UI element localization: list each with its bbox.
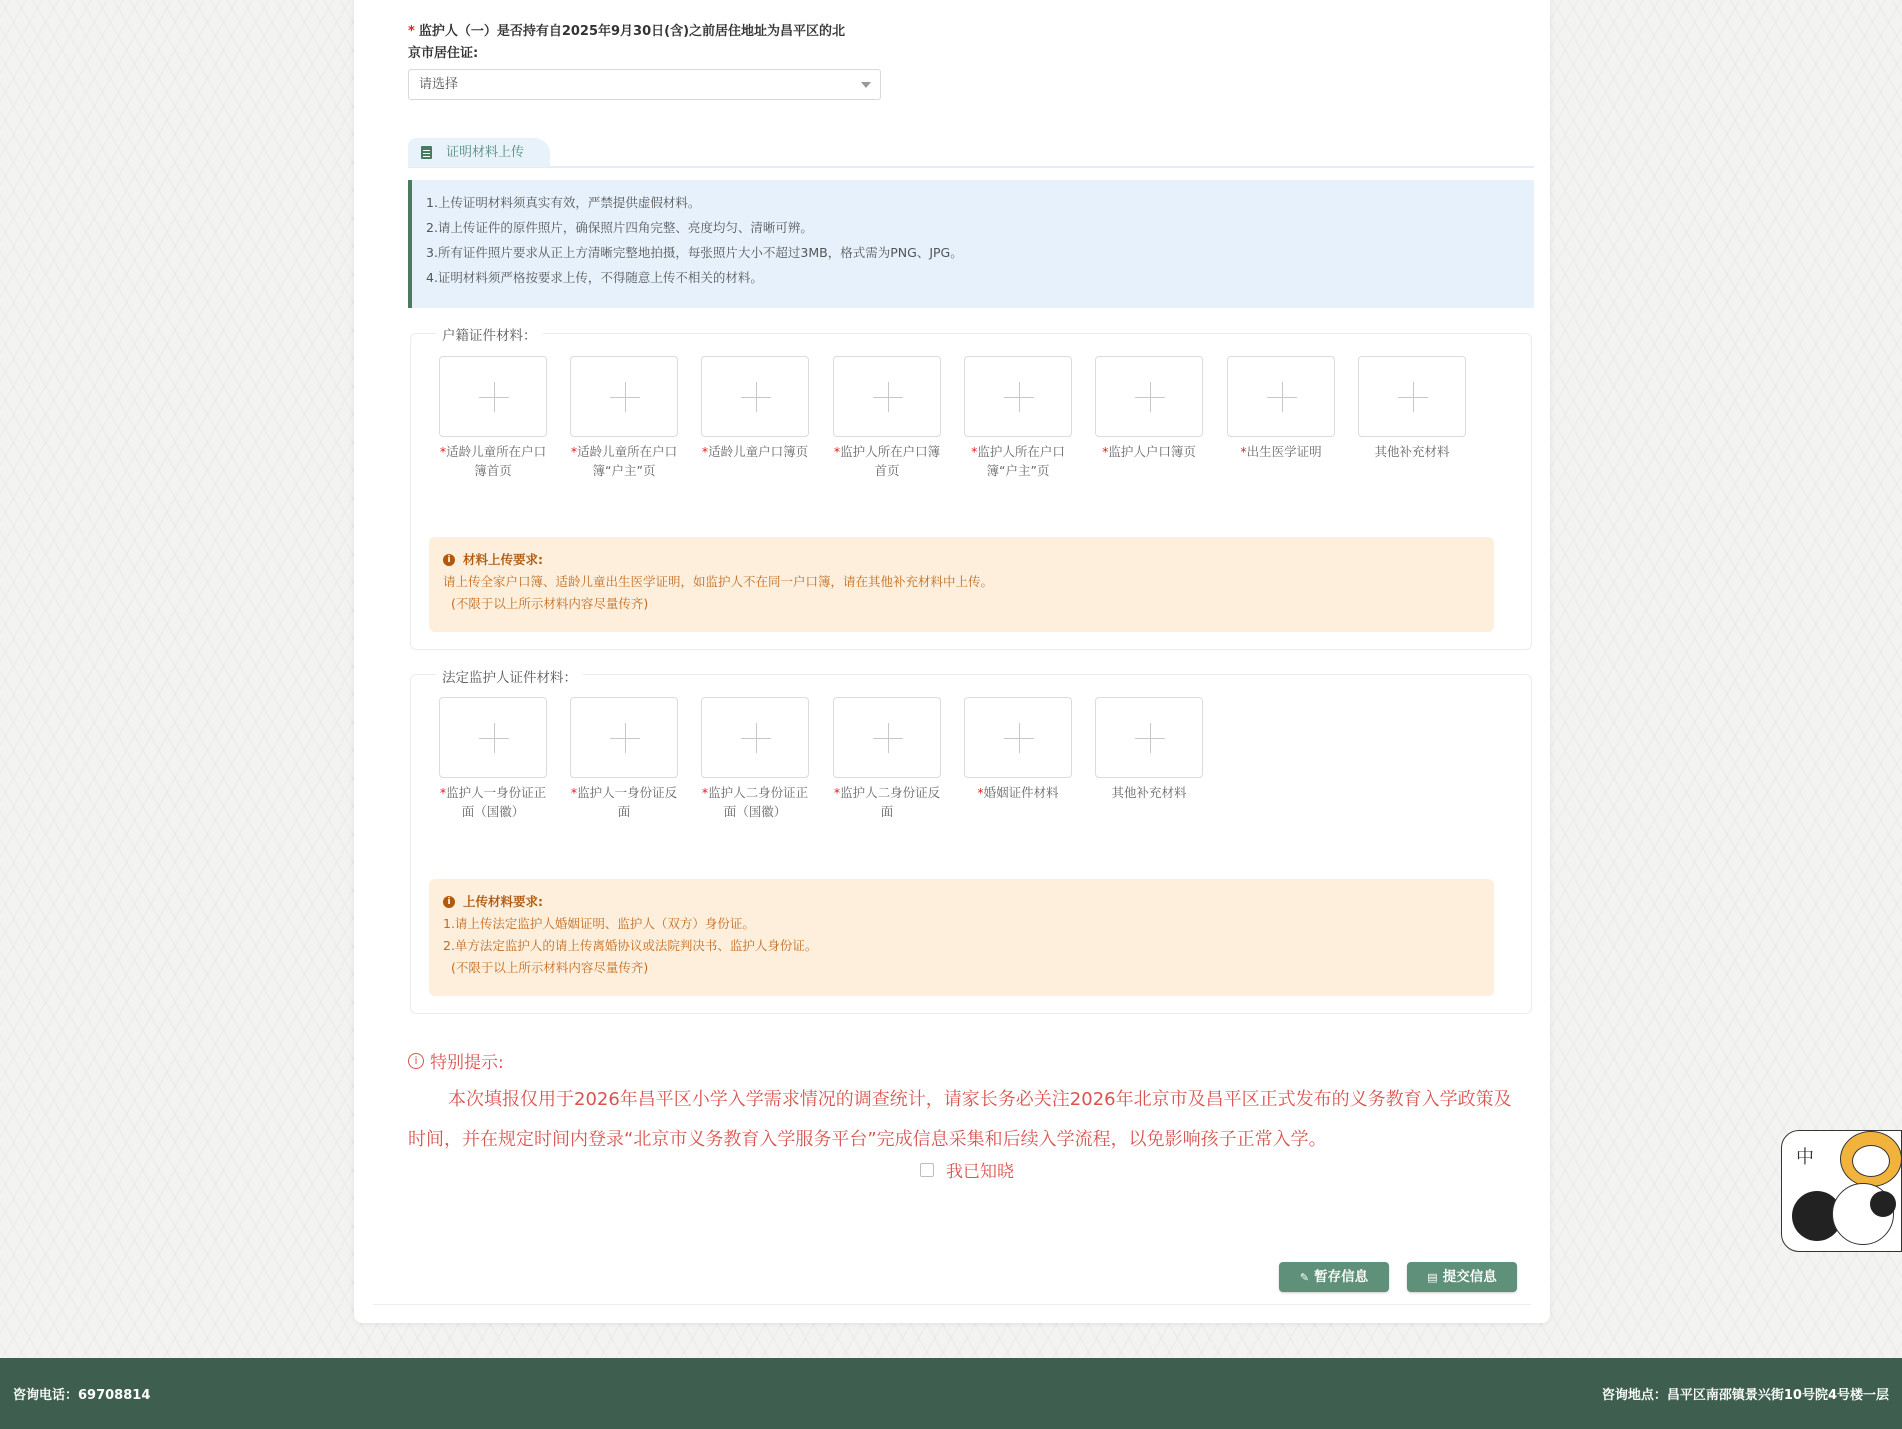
upload-label: 监护人所在户口簿首页 [840, 444, 941, 478]
upload-label: 监护人一身份证正面（国徽） [446, 785, 547, 819]
plus-icon[interactable] [570, 356, 678, 437]
upload-child-hukou-first-page[interactable]: *适龄儿童所在户口簿首页 [439, 356, 547, 480]
document-icon [421, 146, 432, 159]
acknowledge-checkbox[interactable] [920, 1157, 1014, 1182]
upload-guardian2-id-front[interactable]: *监护人二身份证正面（国徽） [701, 697, 809, 821]
upload-guardian1-id-front[interactable]: *监护人一身份证正面（国徽） [439, 697, 547, 821]
upload-child-hukou-head-page[interactable]: *适龄儿童所在户口簿“户主”页 [570, 356, 678, 480]
upload-birth-certificate[interactable]: *出生医学证明 [1227, 356, 1335, 461]
upload-label: 监护人二身份证正面（国徽） [708, 785, 809, 819]
plus-icon[interactable] [1095, 356, 1203, 437]
upload-label: 其他补充材料 [1111, 785, 1187, 800]
upload-label: 适龄儿童所在户口簿“户主”页 [577, 444, 678, 478]
upload-child-hukou-page[interactable]: *适龄儿童户口簿页 [701, 356, 809, 461]
info-icon: i [443, 896, 455, 908]
select-placeholder: 请选择 [419, 77, 459, 92]
upload-guardian-hukou-page[interactable]: *监护人户口簿页 [1095, 356, 1203, 461]
cat-face-icon [1852, 1145, 1890, 1177]
card-divider [373, 1304, 1531, 1305]
save-icon: ▤ [1427, 1271, 1438, 1284]
info-icon: i [443, 554, 455, 566]
upload-notice [408, 180, 1534, 308]
plus-icon[interactable] [439, 697, 547, 778]
upload-household-other[interactable] [1358, 356, 1466, 461]
upload-guardian1-id-back[interactable]: *监护人一身份证反面 [570, 697, 678, 821]
tab-upload-materials[interactable] [408, 138, 550, 167]
question-label: 监护人（一）是否持有自2025年9月30日(含)之前居住地址为昌平区的北京市居住证: [408, 24, 846, 61]
plus-icon[interactable] [570, 697, 678, 778]
info-circle-icon: i [408, 1053, 424, 1069]
guardian-residence-question [408, 21, 848, 65]
plus-icon[interactable] [833, 356, 941, 437]
pencil-icon: ✎ [1299, 1271, 1310, 1284]
tip-note: (不限于以上所示材料内容尽量传齐) [451, 960, 649, 975]
save-draft-button[interactable]: ✎ 暂存信息 [1279, 1262, 1389, 1292]
notice-line: 3.所有证件照片要求从正上方清晰完整地拍摄，每张照片大小不超过3MB，格式需为PNG、JPG。 [426, 245, 963, 260]
consult-address: 咨询地点：昌平区南邵镇景兴街10号院4号楼一层 [1601, 1388, 1889, 1403]
chevron-down-icon [861, 82, 871, 88]
notice-line: 4.证明材料须严格按要求上传，不得随意上传不相关的材料。 [426, 270, 763, 285]
plus-icon[interactable] [439, 356, 547, 437]
household-upload-tip [429, 537, 1494, 632]
upload-label: 适龄儿童所在户口簿首页 [446, 444, 547, 478]
upload-label: 婚姻证件材料 [983, 785, 1059, 800]
acknowledge-label: 我已知晓 [946, 1162, 1014, 1182]
plus-icon[interactable] [964, 697, 1072, 778]
guardian-group-title: 法定监护人证件材料： [436, 666, 583, 686]
upload-label: 监护人二身份证反面 [840, 785, 941, 819]
upload-guardian-hukou-head-page[interactable]: *监护人所在户口簿“户主”页 [964, 356, 1072, 480]
plus-icon[interactable] [701, 356, 809, 437]
upload-guardian2-id-back[interactable]: *监护人二身份证反面 [833, 697, 941, 821]
upload-label: 监护人所在户口簿“户主”页 [977, 444, 1065, 478]
upload-label: 适龄儿童户口簿页 [708, 444, 809, 459]
upload-label: 其他补充材料 [1374, 444, 1450, 459]
special-notice-text: 本次填报仅用于2026年昌平区小学入学需求情况的调查统计，请家长务必关注2026年北京市及昌平区正式发布的义务教育入学政策及时间，并在规定时间内登录“北京市义务教育入学服务平台”完成信息采集和后续入学流程，以免影响孩子正常入学。 [408, 1089, 1512, 1150]
consult-phone: 咨询电话：69708814 [13, 1388, 151, 1403]
cat-patch-icon [1870, 1191, 1896, 1217]
tip-line: 2.单方法定监护人的请上传离婚协议或法院判决书、监护人身份证。 [443, 938, 818, 953]
upload-guardian-hukou-first-page[interactable]: *监护人所在户口簿首页 [833, 356, 941, 480]
plus-icon[interactable] [1227, 356, 1335, 437]
plus-icon[interactable] [701, 697, 809, 778]
upload-guardian-other[interactable] [1095, 697, 1203, 802]
upload-marriage-certificate[interactable]: *婚姻证件材料 [964, 697, 1072, 802]
required-mark: * [408, 24, 415, 39]
tip-line: 1.请上传法定监护人婚姻证明、监护人（双方）身份证。 [443, 916, 755, 931]
tip-note: (不限于以上所示材料内容尽量传齐) [451, 596, 649, 611]
submit-button[interactable]: ▤ 提交信息 [1407, 1262, 1517, 1292]
notice-line: 1.上传证明材料须真实有效，严禁提供虚假材料。 [426, 195, 701, 210]
plus-icon[interactable] [1358, 356, 1466, 437]
guardian-upload-tip [429, 879, 1494, 996]
notice-line: 2.请上传证件的原件照片，确保照片四角完整、亮度均匀、清晰可辨。 [426, 220, 813, 235]
tip-line: 请上传全家户口簿、适龄儿童出生医学证明，如监护人不在同一户口簿，请在其他补充材料中上传。 [443, 574, 994, 589]
special-notice-title: i 特别提示: [408, 1048, 504, 1073]
assistant-widget[interactable] [1781, 1130, 1902, 1252]
residence-permit-select[interactable] [408, 69, 881, 100]
tab-label: 证明材料上传 [446, 145, 525, 160]
plus-icon[interactable] [833, 697, 941, 778]
tip-title: 上传材料要求: [463, 894, 543, 909]
page-footer [0, 1358, 1902, 1429]
tip-title: 材料上传要求: [463, 552, 543, 567]
household-group-title: 户籍证件材料： [436, 324, 543, 344]
section-divider [408, 166, 1534, 168]
plus-icon[interactable] [964, 356, 1072, 437]
checkbox[interactable] [920, 1163, 934, 1177]
upload-label: 监护人户口簿页 [1108, 444, 1196, 459]
plus-icon[interactable] [1095, 697, 1203, 778]
language-toggle[interactable]: 中 [1796, 1147, 1814, 1168]
upload-label: 出生医学证明 [1246, 444, 1322, 459]
upload-label: 监护人一身份证反面 [577, 785, 678, 819]
